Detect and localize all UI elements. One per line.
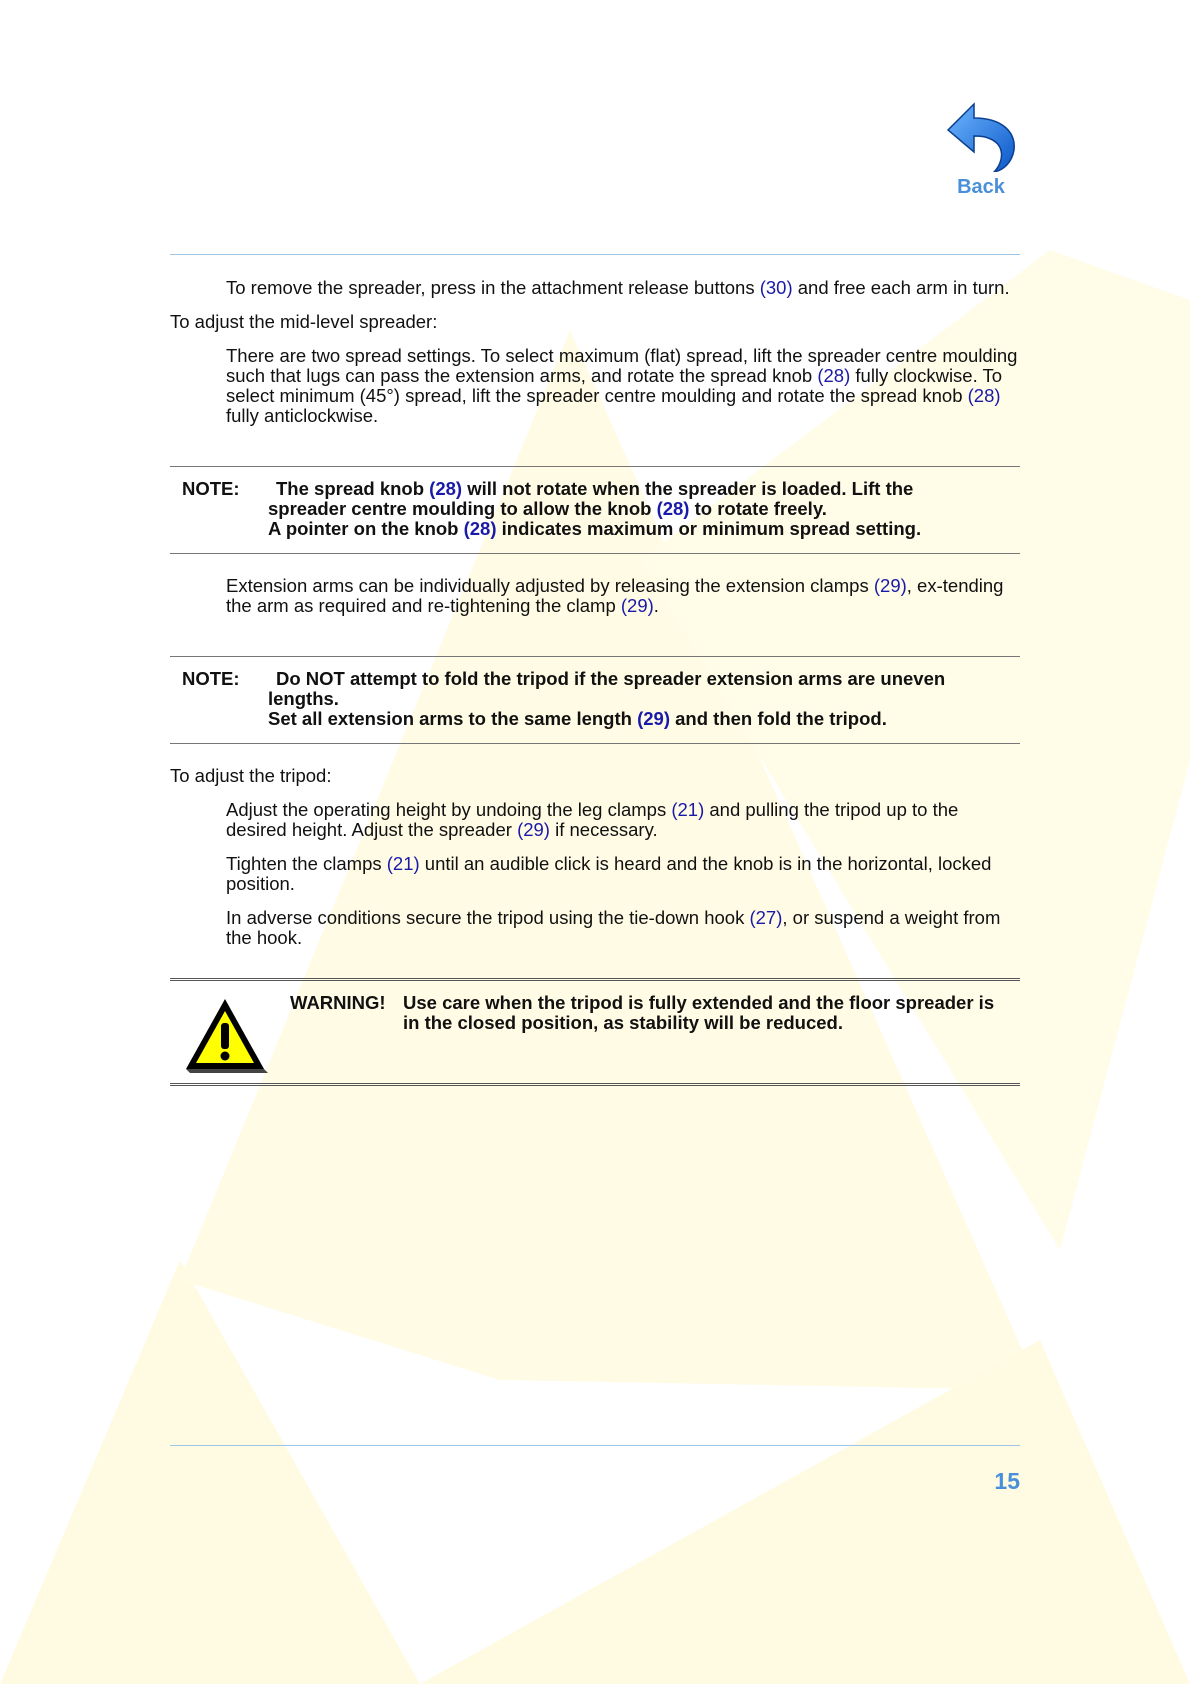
warning-text: Use care when the tripod is fully extended and the floor spreader is in the closed position, as stability will be reduced.: [403, 992, 995, 1033]
main-content: [170, 278, 1020, 1086]
paragraph-adverse-conditions: [226, 908, 1020, 948]
text: fully clockwise. To select minimum (45°) spread, lift the spreader centre moulding and rotate the spread knob: [226, 365, 1003, 406]
reference-29[interactable]: (29): [873, 575, 907, 596]
footer-divider: [170, 1445, 1020, 1446]
reference-21[interactable]: (21): [386, 853, 420, 874]
back-label: Back: [957, 176, 1005, 198]
text: The spread knob: [276, 478, 430, 499]
text: spreader centre moulding to allow the knob: [268, 498, 657, 519]
note-line: [268, 479, 1020, 499]
reference-28[interactable]: (28): [463, 518, 497, 539]
reference-29[interactable]: (29): [517, 819, 550, 840]
text: and free each arm in turn.: [792, 277, 1010, 298]
warning-label: WARNING!: [290, 992, 386, 1013]
reference-28[interactable]: (28): [817, 365, 851, 386]
note-label: NOTE:: [182, 478, 240, 499]
note-line: [268, 519, 1020, 539]
note-line: [268, 709, 1020, 729]
back-button[interactable]: [936, 100, 1026, 199]
text: In adverse conditions secure the tripod using the tie-down hook: [226, 907, 750, 928]
note-label: NOTE:: [182, 668, 240, 689]
page-number: 15: [994, 1468, 1020, 1494]
text: .: [653, 595, 659, 616]
heading-mid-level-spreader: To adjust the mid-level spreader:: [170, 311, 438, 332]
reference-30[interactable]: (30): [759, 277, 793, 298]
reference-28[interactable]: (28): [967, 385, 1001, 406]
text: A pointer on the knob: [268, 518, 464, 539]
heading-adjust-tripod: To adjust the tripod:: [170, 765, 332, 786]
text: and then fold the tripod.: [670, 708, 887, 729]
note-spread-knob: [170, 466, 1020, 554]
reference-27[interactable]: (27): [749, 907, 783, 928]
paragraph-tighten-clamps: [226, 854, 1020, 894]
paragraph-operating-height: [226, 800, 1020, 840]
text: fully anticlockwise.: [226, 405, 379, 426]
note-line: Do NOT attempt to fold the tripod if the spreader extension arms are uneven lengths.: [268, 668, 946, 709]
paragraph-spread-settings: [226, 346, 1020, 426]
text: , ex-tending the arm as required and re-tightening the clamp: [226, 575, 1004, 616]
note-line: [268, 499, 1020, 519]
text: , or suspend a weight from the hook.: [226, 907, 1001, 948]
paragraph-remove-spreader: [226, 278, 1020, 298]
reference-21[interactable]: (21): [671, 799, 705, 820]
text: There are two spread settings. To select maximum (flat) spread, lift the spreader centre moulding such that lugs can pass the extension arms, and rotate the spread knob: [226, 345, 1018, 386]
warning-triangle-icon: [182, 995, 268, 1075]
note-fold-tripod: [170, 656, 1020, 744]
text: Set all extension arms to the same length: [268, 708, 638, 729]
reference-28[interactable]: (28): [429, 478, 463, 499]
text: indicates maximum or minimum spread setting.: [496, 518, 922, 539]
reference-29[interactable]: (29): [620, 595, 654, 616]
reference-28[interactable]: (28): [656, 498, 690, 519]
text: will not rotate when the spreader is loaded. Lift the: [462, 478, 914, 499]
text: until an audible click is heard and the knob is in the horizontal, locked position.: [226, 853, 992, 894]
text: Extension arms can be individually adjusted by releasing the extension clamps: [226, 575, 874, 596]
header-divider: [170, 254, 1020, 255]
text: Adjust the operating height by undoing the leg clamps: [226, 799, 672, 820]
back-arrow-icon: [944, 100, 1018, 172]
reference-29[interactable]: (29): [637, 708, 670, 729]
paragraph-extension-arms: [226, 576, 1020, 616]
text: and pulling the tripod up to the desired height. Adjust the spreader: [226, 799, 959, 840]
text: to rotate freely.: [689, 498, 827, 519]
warning-box: [170, 978, 1020, 1086]
text: Tighten the clamps: [226, 853, 387, 874]
text: if necessary.: [549, 819, 658, 840]
text: To remove the spreader, press in the attachment release buttons: [226, 277, 760, 298]
